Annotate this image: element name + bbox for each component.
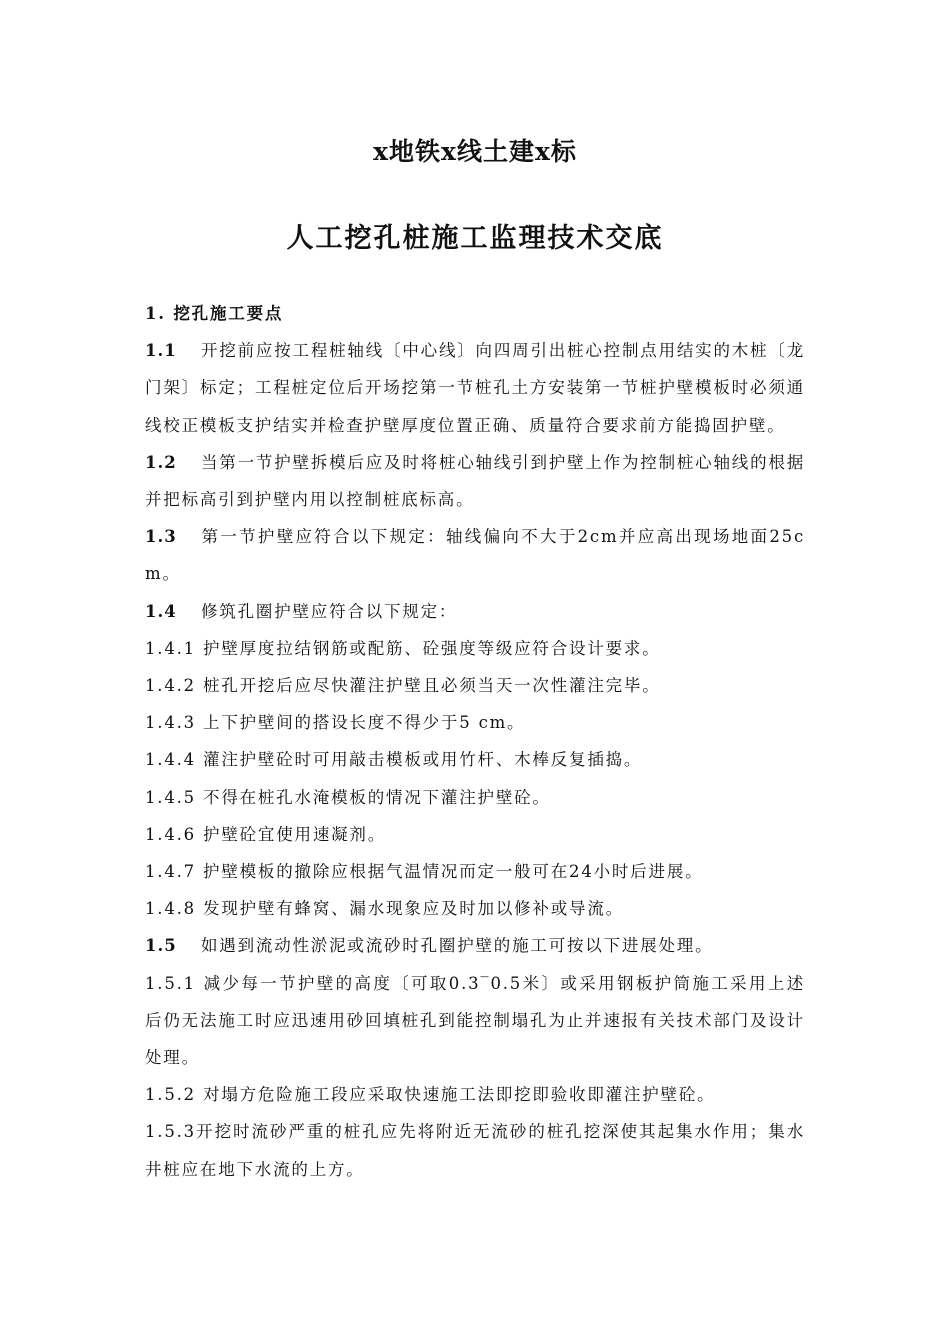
- item-text: 开挖前应按工程桩轴线〔中心线〕向四周引出桩心控制点用结实的木桩〔龙门架〕标定；工程桩定位后开场挖第一节桩孔土方安装第一节桩护壁模板时必须通线校正模板支护结实并检查护壁厚度位置正确、质量符合要求前方能捣固护壁。: [145, 341, 805, 435]
- item-number: 1.2: [145, 452, 177, 472]
- item-1-4: [145, 593, 805, 630]
- sub-item-number: 1.4.6: [145, 824, 196, 844]
- sub-item-text: 不得在桩孔水淹模板的情况下灌注护壁砼。: [203, 787, 551, 807]
- sub-item-1-5-1: [145, 965, 805, 1077]
- item-text: 第一节护壁应符合以下规定：轴线偏向不大于2cm并应高出现场地面25cm。: [145, 527, 805, 584]
- item-1-5: [145, 927, 805, 964]
- item-1-1: [145, 332, 805, 444]
- sub-item-number: 1.4.3: [145, 713, 196, 733]
- item-1-2: [145, 444, 805, 518]
- sub-item-number: 1.5.3: [145, 1122, 196, 1142]
- sub-item-1-4-7: [145, 853, 805, 890]
- sub-item-1-4-8: [145, 890, 805, 927]
- sub-item-number: 1.4.2: [145, 676, 196, 696]
- sub-item-text: 护壁模板的撤除应根据气温情况而定一般可在24小时后进展。: [203, 862, 704, 882]
- document-body: [145, 295, 805, 1188]
- sub-item-text: 灌注护壁砼时可用敲击模板或用竹杆、木棒反复插捣。: [203, 750, 643, 770]
- sub-item-number: 1.4.7: [145, 862, 196, 882]
- document-title-main: 人工挖孔桩施工监理技术交底: [286, 223, 664, 254]
- sub-item-text: 护壁砼宜使用速凝剂。: [203, 824, 387, 844]
- item-number: 1.4: [145, 601, 177, 621]
- sub-item-text: 发现护壁有蜂窝、漏水现象应及时加以修补或导流。: [203, 899, 624, 919]
- item-1-3: [145, 518, 805, 592]
- sub-item-1-4-3: [145, 704, 805, 741]
- sub-item-1-4-2: [145, 667, 805, 704]
- sub-item-1-4-1: [145, 630, 805, 667]
- item-number: 1.3: [145, 527, 177, 547]
- sub-item-number: 1.5.2: [145, 1085, 196, 1105]
- sub-item-number: 1.4.4: [145, 750, 196, 770]
- sub-item-number: 1.4.5: [145, 787, 196, 807]
- sub-item-text: 桩孔开挖后应尽快灌注护壁且必须当天一次性灌注完毕。: [203, 676, 661, 696]
- sub-item-1-5-3: [145, 1113, 805, 1187]
- item-text: 修筑孔圈护壁应符合以下规定：: [201, 601, 458, 621]
- sub-item-text: 护壁厚度拉结钢筋或配筋、砼强度等级应符合设计要求。: [203, 638, 661, 658]
- sub-item-1-4-4: [145, 741, 805, 778]
- sub-item-text: 减少每一节护壁的高度〔可取0.3‾0.5米〕或采用钢板护筒施工采用上述后仍无法施工时应迅速用砂回填桩孔到能控制塌孔为止并速报有关技术部门及设计处理。: [145, 973, 805, 1068]
- sub-item-number: 1.4.8: [145, 899, 196, 919]
- item-text: 当第一节护壁拆模后应及时将桩心轴线引到护壁上作为控制桩心轴线的根据并把标高引到护壁内用以控制桩底标高。: [145, 452, 805, 510]
- sub-item-text: 上下护壁间的搭设长度不得少于5 cm。: [203, 713, 526, 733]
- document-title-project: x地铁x线土建x标: [373, 137, 577, 166]
- item-number: 1.5: [145, 936, 177, 956]
- sub-item-text: 对塌方危险施工段应采取快速施工法即挖即验收即灌注护壁砼。: [203, 1085, 716, 1105]
- sub-item-1-4-6: [145, 816, 805, 853]
- section-heading: 1. 挖孔施工要点: [145, 304, 284, 323]
- sub-item-text: 开挖时流砂严重的桩孔应先将附近无流砂的桩孔挖深使其起集水作用；集水井桩应在地下水流的上方。: [145, 1122, 805, 1179]
- sub-item-1-5-2: [145, 1076, 805, 1113]
- sub-item-1-4-5: [145, 779, 805, 816]
- item-text: 如遇到流动性淤泥或流砂时孔圈护壁的施工可按以下进展处理。: [201, 936, 714, 956]
- sub-item-number: 1.5.1: [145, 973, 196, 993]
- sub-item-number: 1.4.1: [145, 638, 196, 658]
- item-number: 1.1: [145, 341, 177, 361]
